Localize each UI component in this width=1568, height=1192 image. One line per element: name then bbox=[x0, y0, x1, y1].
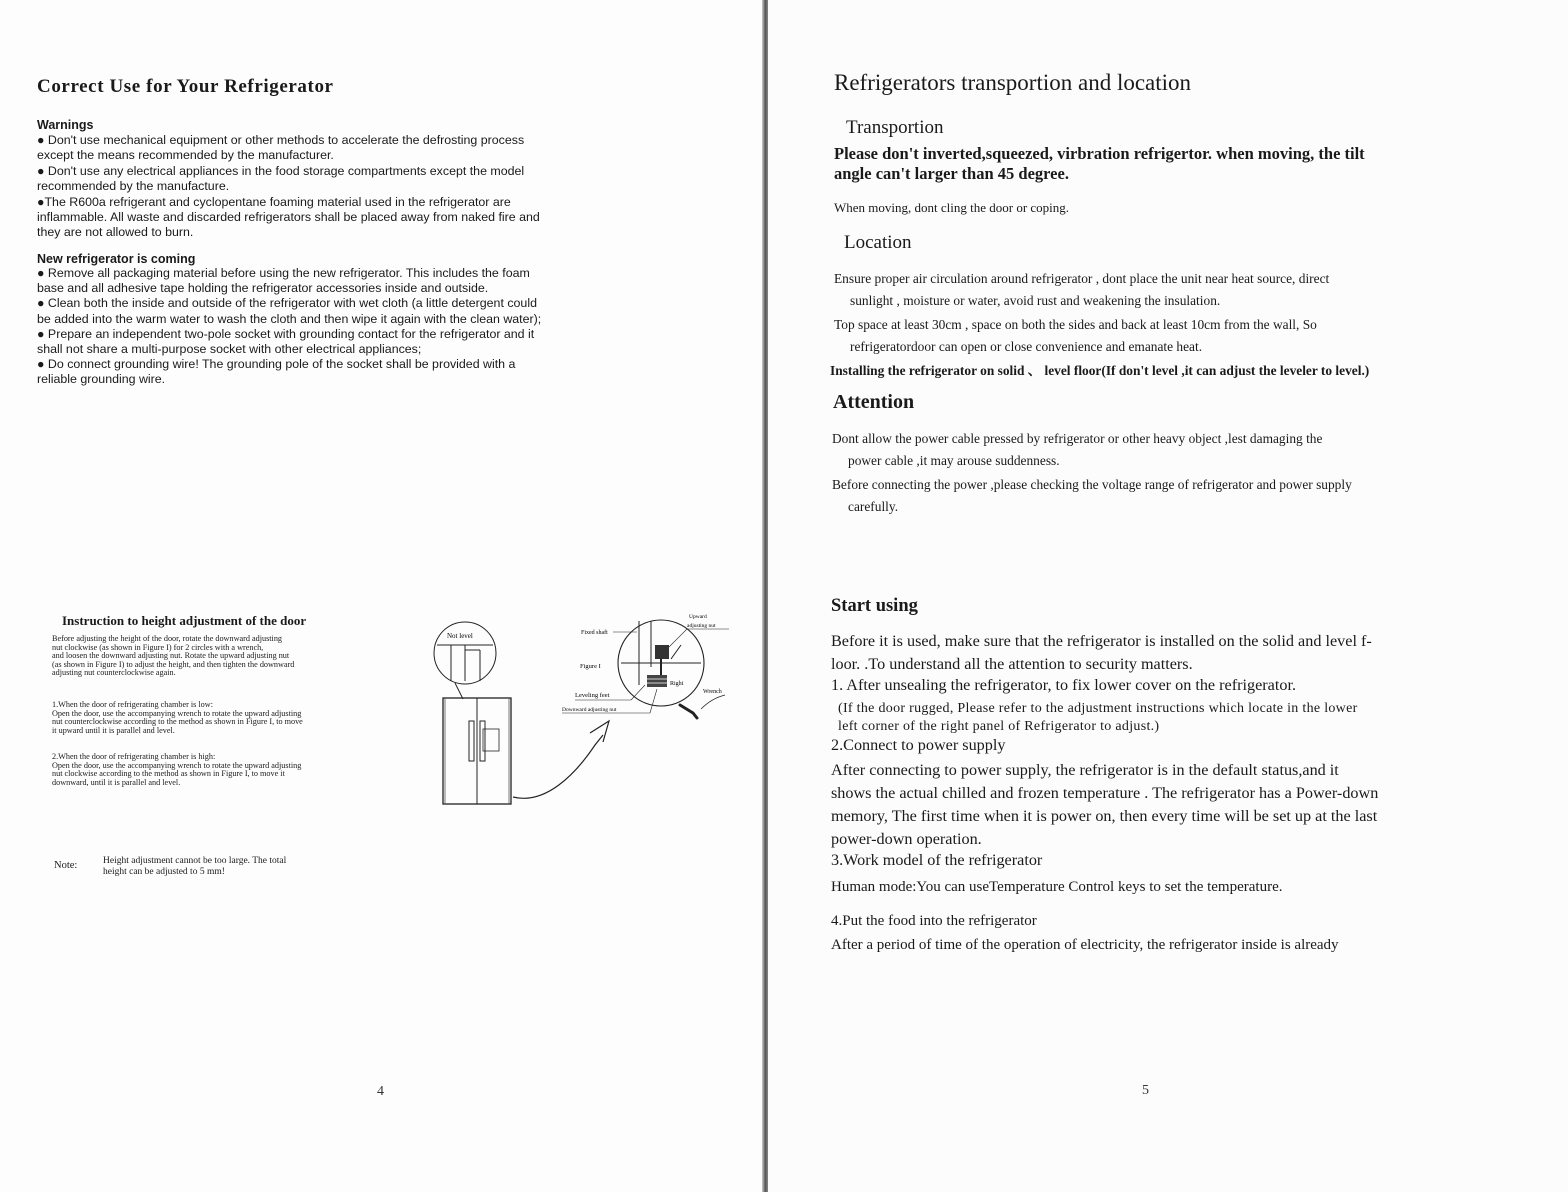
attention-paragraph-line: power cable ,it may arouse suddenness. bbox=[848, 453, 1060, 468]
door-adjustment-figure bbox=[425, 605, 750, 820]
page-title: Correct Use for Your Refrigerator bbox=[37, 76, 334, 97]
warnings-heading: Warnings bbox=[37, 118, 94, 132]
left-page bbox=[0, 0, 766, 1192]
attention-paragraph-line: Dont allow the power cable pressed by refrigerator or other heavy object ,lest damaging the bbox=[832, 431, 1323, 446]
location-paragraph bbox=[834, 268, 1454, 312]
transport-note: When moving, dont cling the door or coping. bbox=[834, 200, 1070, 215]
location-paragraph bbox=[834, 314, 1454, 358]
warnings-text: ● Don't use mechanical equipment or other methods to accelerate the defrosting process except the means recommended by the manufacturer. ● Don't use any electrical appliances in the food storage compartments except the model recommended by the manufacture. ●The R600a refrigerant and cyclopentane foaming material used in the refrigerator are inflammable. All waste and discarded refrigerators shall be placed away from naked fire and they are not allowed to burn. bbox=[37, 133, 540, 240]
instruction-high-door: 2.When the door of refrigerating chamber is high: Open the door, use the accompanying wrench to rotate the upward adjusting nut clockwise according to the method as shown in Figure I, to move it downward, until it is parallel and level. bbox=[52, 752, 302, 787]
start-using-intro: Before it is used, make sure that the refrigerator is installed on the solid and level f- loor. .To understand all the attention to security matters. bbox=[831, 632, 1372, 673]
instruction-low-door: 1.When the door of refrigerating chamber is low: Open the door, use the accompanying wrench to rotate the upward adjusting nut counterclockwise according to the method as shown in Figure I, to move it upward until it is parallel and level. bbox=[52, 700, 303, 735]
attention-paragraph bbox=[832, 428, 1452, 472]
leveling-feet-label: Leveling feet bbox=[575, 692, 610, 699]
note-text: Height adjustment cannot be too large. The total height can be adjusted to 5 mm! bbox=[103, 856, 287, 877]
step-two: 2.Connect to power supply bbox=[831, 736, 1006, 754]
downward-nut-label: Downward adjusting nut bbox=[562, 707, 617, 713]
attention-paragraph-line: carefully. bbox=[848, 499, 899, 514]
location-paragraph-line: sunlight , moisture or water, avoid rust and weakening the insulation. bbox=[850, 293, 1221, 308]
figure-label: Figure I bbox=[580, 663, 601, 670]
step-four-text: After a period of time of the operation of electricity, the refrigerator inside is already bbox=[831, 937, 1339, 953]
wrench-label: Wrench bbox=[703, 689, 722, 695]
start-using-heading: Start using bbox=[831, 596, 918, 616]
note-label: Note: bbox=[54, 860, 78, 871]
location-paragraph-line: Ensure proper air circulation around refrigerator , dont place the unit near heat source, direct bbox=[834, 271, 1330, 286]
upward-label-line2: adjusting nut bbox=[687, 623, 716, 629]
step-three: 3.Work model of the refrigerator bbox=[831, 851, 1043, 869]
instruction-paragraph: Before adjusting the height of the door, rotate the downward adjusting nut clockwise (as shown in Figure I) for 2 circles with a wrench, and loosen the downward adjusting nut. Rotate the upward adjusting nut (as shown in Figure I) to adjust the height, and then tighten the downward adjusting nut counterclockwise again. bbox=[52, 634, 295, 678]
instruction-title: Instruction to height adjustment of the door bbox=[62, 613, 307, 628]
page-number: 5 bbox=[1142, 1083, 1149, 1098]
attention-paragraph-line: Before connecting the power ,please checking the voltage range of refrigerator and power supply bbox=[832, 477, 1352, 492]
right-label: Right bbox=[670, 681, 684, 687]
page-title: Refrigerators transportion and location bbox=[834, 70, 1192, 95]
location-heading: Location bbox=[844, 232, 912, 253]
step-one-note: (If the door rugged, Please refer to the adjustment instructions which locate in the lower left corner of the right panel of Refrigerator to adjust.) bbox=[838, 701, 1358, 734]
right-page bbox=[768, 0, 1568, 1192]
new-refrigerator-heading: New refrigerator is coming bbox=[37, 252, 196, 266]
step-two-text: After connecting to power supply, the refrigerator is in the default status,and it shows the actual chilled and frozen temperature . The refrigerator has a Power-down memory, The first time when it is power on, then every time will be set up at the last power-down operation. bbox=[831, 761, 1379, 848]
page-number: 4 bbox=[377, 1084, 384, 1099]
not-level-label: Not level bbox=[447, 632, 473, 640]
attention-paragraph bbox=[832, 474, 1452, 518]
fixed-shaft-label: Fixed shaft bbox=[581, 630, 608, 636]
step-three-text: Human mode:You can useTemperature Control keys to set the temperature. bbox=[831, 879, 1283, 895]
transport-warning: Please don't inverted,squeezed, virbration refrigertor. when moving, the tilt angle can't larger than 45 degree. bbox=[834, 144, 1365, 183]
location-paragraph-line: Top space at least 30cm , space on both the sides and back at least 10cm from the wall, So bbox=[834, 317, 1317, 332]
step-one: 1. After unsealing the refrigerator, to fix lower cover on the refrigerator. bbox=[831, 676, 1297, 694]
upward-label-line1: Upward bbox=[689, 614, 707, 620]
transport-heading: Transportion bbox=[846, 117, 944, 138]
attention-heading: Attention bbox=[833, 391, 915, 413]
location-paragraph-line: refrigeratordoor can open or close convenience and emanate heat. bbox=[850, 339, 1203, 354]
location-bold-note: Installing the refrigerator on solid 、 level floor(If don't level ,it can adjust the leveler to level.) bbox=[830, 363, 1370, 378]
step-four: 4.Put the food into the refrigerator bbox=[831, 913, 1037, 929]
wrench-icon bbox=[680, 705, 697, 718]
new-refrigerator-text: ● Remove all packaging material before using the new refrigerator. This includes the foam base and all adhesive tape holding the refrigerator accessories inside and outside. ● Clean both the inside and outside of the refrigerator with wet cloth (a little detergent could be added into the warm water to wash the cloth and then wipe it again with the clean water); ● Prepare an independent two-pole socket with grounding contact for the refrigerator and it shall not share a multi-purpose socket with other electrical appliances; ● Do connect grounding wire! The grounding pole of the socket shall be provided with a reliable grounding wire. bbox=[37, 266, 542, 387]
